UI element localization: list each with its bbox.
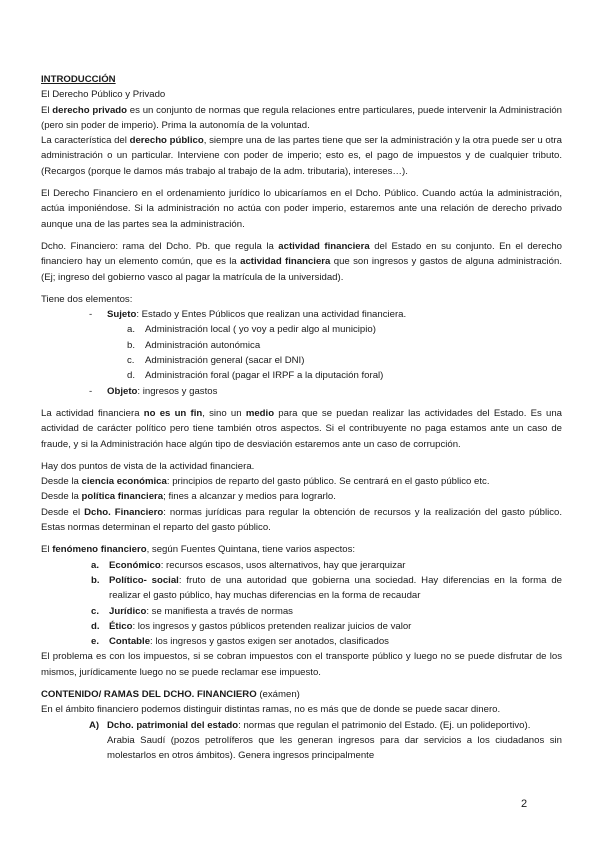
page-content [41,72,562,763]
paragraph-dcho-financiero-definicion: Dcho. Financiero: rama del Dcho. Pb. que regula la actividad financiera del Estado en su conjunto. En el derecho financiero hay un elemento común, que es la actividad financiera que son ingresos y gastos de alguna administración. (Ej; ingreso del gobierno vasco al pagar la matrícula de la universidad). [41,240,563,283]
sublist-item: b. Administración autonómica [127,339,261,351]
section-heading-introduccion: INTRODUCCIÓN [41,74,116,85]
line-politica-financiera: Desde la política financiera; fines a alcanzar y medios para lograrlo. [41,491,336,503]
paragraph-derecho-privado: El derecho privado es un conjunto de normas que regula relaciones entre particulares, puede intervenir la Administración (pero sin poder de imperio). Prima la autonomía de la voluntad. [41,104,562,131]
aspect-item: d. Ético: los ingresos y gastos públicos pretenden realizar juicios de valor [91,620,412,632]
paragraph-ramas: En el ámbito financiero podemos distinguir distintas ramas, no es más que de donde se puede sacar dinero. [41,704,501,716]
paragraph-derecho-financiero: El Derecho Financiero en el ordenamiento jurídico lo ubicaríamos en el Dcho. Público. Cuando actúa la administración, actúa imponiéndose. Si la administración no actúa con poder imperio, estaremos ante una relación de derecho privado aunque una de las partes sea la administración. [41,188,562,230]
list-item-objeto: - Objeto: ingresos y gastos [41,384,562,399]
aspect-item: a. Económico: recursos escasos, usos alternativos, hay que jerarquizar [91,559,406,571]
paragraph-derecho-publico: La característica del derecho público, siempre una de las partes tiene que ser la administración y la otra puede ser u otra administración o un particular. Interviene con poder de imperio; esto es, el pago de impuestos y de cualquier tributo. (Recargos (porque le damos más trabajo al trabajo de la adm. tributaria), intereses…). [41,135,562,177]
dash-marker: - [89,309,93,321]
branch-item: A) Dcho. patrimonial del estado: normas que regulan el patrimonio del Estado. (Ej. un polideportivo). Arabia Saudí (pozos petrolíferos que les generan ingresos para dar servicios a los ciudadanos sin molestarlos en otros ámbitos). Genera ingresos principalmente [89,719,562,762]
paragraph-actividad-financiera: La actividad financiera no es un fin, sino un medio para que se puedan realizar las actividades del Estado. Es una actividad de carácter político pero tiene también otros aspectos. Si el contribuyente no paga estamos ante un caso de fraude, y si la Administración hace algún tipo de desviación estaremos ante un caso de corrupción. [41,407,562,450]
paragraph-puntos-de-vista: Hay dos puntos de vista de la actividad financiera. [41,460,255,472]
list-item-sujeto: - Sujeto: Estado y Entes Públicos que realizan una actividad financiera. [41,307,562,322]
line-ciencia-economica: Desde la ciencia económica: principios de reparto del gasto público. Se centrará en el gasto público etc. [41,476,490,488]
aspect-item: b. Político- social: fruto de una autoridad que gobierna una sociedad. Hay diferencias en la forma de realizar el gasto público, hay muchas diferencias en la forma de recaudar [91,574,562,602]
paragraph-problema-impuestos: El problema es con los impuestos, si se cobran impuestos con el transporte público y luego no se puede disfrutar de los mismos, jurídicamente luego no se puede reclamar ese impuesto. [41,651,562,678]
aspect-item: c. Jurídico: se manifiesta a través de normas [91,605,293,617]
section-heading-contenido: CONTENIDO/ RAMAS DEL DCHO. FINANCIERO (exámen) [41,688,300,700]
sublist-item: c. Administración general (sacar el DNI) [127,355,305,367]
subheading: El Derecho Público y Privado [41,89,166,101]
sublist-item: a. Administración local ( yo voy a pedir algo al municipio) [127,324,376,336]
page-number: 2 [521,798,528,810]
aspect-item: e. Contable: los ingresos y gastos exigen ser anotados, clasificados [91,636,389,648]
line-dcho-financiero: Desde el Dcho. Financiero: normas jurídicas para regular la obtención de recursos y la realización del gasto público. Estas normas determinan el reparto del gasto público. [41,506,563,534]
sublist-item: d. Administración foral (pagar el IRPF a la diputación foral) [127,370,384,382]
paragraph-elementos: Tiene dos elementos: [41,293,133,305]
paragraph-fenomeno-financiero: El fenómeno financiero, según Fuentes Quintana, tiene varios aspectos: [41,544,356,556]
dash-marker: - [89,385,93,397]
